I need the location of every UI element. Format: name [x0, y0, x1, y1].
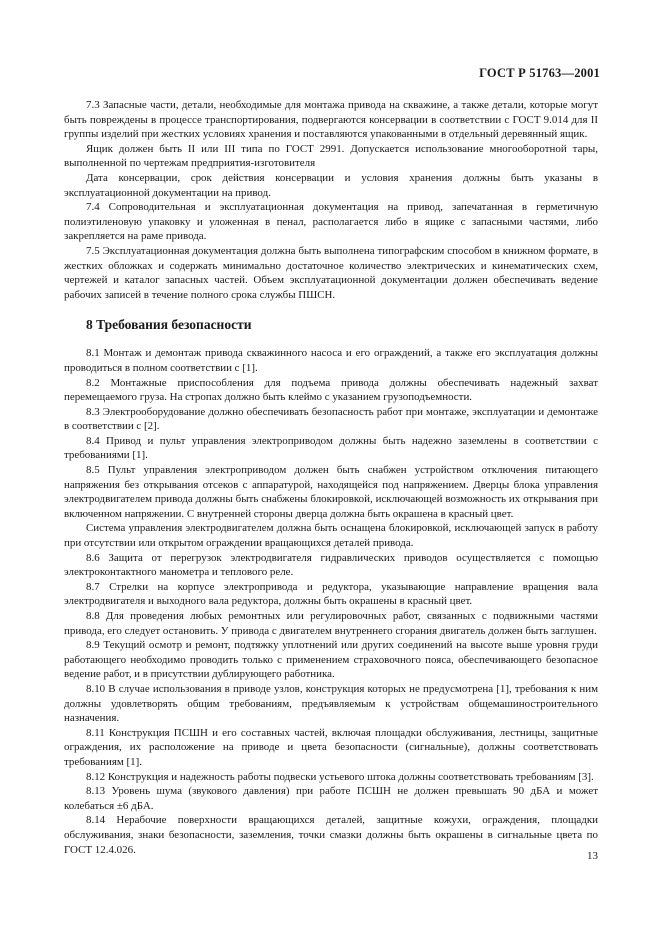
paragraph-8-8: 8.8 Для проведения любых ремонтных или регулировочных работ, связанных с подвижными частями привода, его следует остановить. У привода с двигателем внутреннего сгорания двигатель должен быть заглушен.: [64, 610, 598, 637]
paragraph-conservation-date: Дата консервации, срок действия консервации и условия хранения должны быть указаны в эксплуатационной документации на привод.: [64, 171, 598, 199]
paragraph-8-4: 8.4 Привод и пульт управления электроприводом должны быть надежно заземлены в соответствии с требованиями [1].: [64, 434, 598, 462]
paragraph-control-system: Система управления электродвигателем должна быть оснащена блокировкой, исключающей запуск в работу при отсутствии или открытом ограждении вращающихся деталей привода.: [64, 522, 598, 550]
paragraph-8-7: 8.7 Стрелки на корпусе электропривода и редуктора, указывающие направление вращения вала электродвигателя и выходного вала редуктора, должны быть окрашены в красный цвет.: [64, 580, 598, 608]
paragraph-8-11: 8.11 Конструкция ПСШН и его составных частей, включая площадки обслуживания, лестницы, защитные ограждения, их расположение на приводе и цвета безопасности (сигнальные), должны соответствовать требованиям [1].: [64, 726, 598, 768]
document-code-header: ГОСТ Р 51763—2001: [479, 66, 600, 80]
page-number: 13: [587, 850, 598, 862]
paragraph-8-14: 8.14 Нерабочие поверхности вращающихся деталей, защитные кожухи, ограждения, площадки обслуживания, знаки безопасности, заземления, точки смазки должны быть окрашены в сигнальные цвета по ГОСТ 12.4.026.: [64, 814, 598, 856]
paragraph-7-3: 7.3 Запасные части, детали, необходимые для монтажа привода на скважине, а также детали, которые могут быть повреждены в процессе транспортирования, подвергаются консервации в соответствии с ГОСТ 9.014 для II группы изделий при жестких условиях хранения и поставляются упакованными в отдельный деревянный ящик.: [64, 99, 598, 141]
paragraph-8-10: 8.10 В случае использования в приводе узлов, конструкция которых не предусмотрена [1], требования к ним должны удовлетворять общим требованиям, предъявляемым к устройствам общемашиностроительного назначения.: [64, 682, 598, 725]
paragraph-box-type: Ящик должен быть II или III типа по ГОСТ 2991. Допускается использование многооборотной тары, выполненной по чертежам предприятия-изготовителя: [64, 142, 598, 170]
paragraph-8-2: 8.2 Монтажные приспособления для подъема привода должны обеспечивать надежный захват перемещаемого груза. На стропах должно быть клеймо с указанием грузоподъемности.: [64, 376, 598, 404]
paragraph-8-13: 8.13 Уровень шума (звукового давления) при работе ПСШН не должен превышать 90 дБА и может колебаться ±6 дБА.: [64, 785, 598, 812]
paragraph-8-5: 8.5 Пульт управления электроприводом должен быть снабжен устройством отключения питающего напряжения без открывания отсеков с аппаратурой, находящейся под напряжением. Дверцы блока управления электродвигателем привода должны быть снабжены блокировкой, исключающей возможность их открывания при включенном напряжении. С внутренней стороны дверца должна быть окрашена в красный цвет.: [64, 464, 598, 520]
paragraph-7-4: 7.4 Сопроводительная и эксплуатационная документация на привод, запечатанная в герметичную полиэтиленовую упаковку и уложенная в пенал, располагается либо в ящике с запасными частями, либо закрепляется на раме привода.: [64, 201, 598, 243]
paragraph-8-3: 8.3 Электрооборудование должно обеспечивать безопасность работ при монтаже, эксплуатации и демонтаже в соответствии с [2].: [64, 405, 598, 433]
paragraph-8-9: 8.9 Текущий осмотр и ремонт, подтяжку уплотнений или других соединений на высоте выше уровня груди работающего необходимо проводить только с применением страховочного пояса, обеспечивающего безопасное ведение работ, и в присутствии дублирующего работника.: [64, 639, 598, 681]
paragraph-8-6: 8.6 Защита от перегрузок электродвигателя гидравлических приводов осуществляется с помощью электроконтактного манометра и теплового реле.: [64, 551, 598, 579]
paragraph-8-12: 8.12 Конструкция и надежность работы подвески устьевого штока должны соответствовать требованиям [3].: [86, 770, 594, 783]
paragraph-8-1: 8.1 Монтаж и демонтаж привода скважинного насоса и его ограждений, а также его эксплуатация должны проводиться в полном соответствии с [1].: [64, 347, 598, 374]
document-body: [64, 98, 598, 857]
section-title-safety: 8 Требования безопасности: [86, 317, 252, 333]
paragraph-7-5: 7.5 Эксплуатационная документация должна быть выполнена типографским способом в книжном формате, в жестких обложках и содержать минимально достаточное количество электрических и кинематических схем, чертежей и каталог запасных частей. Объем эксплуатационной документации должен обеспечивать ведение рабочих записей в течение полного срока службы ПШСН.: [64, 244, 598, 301]
